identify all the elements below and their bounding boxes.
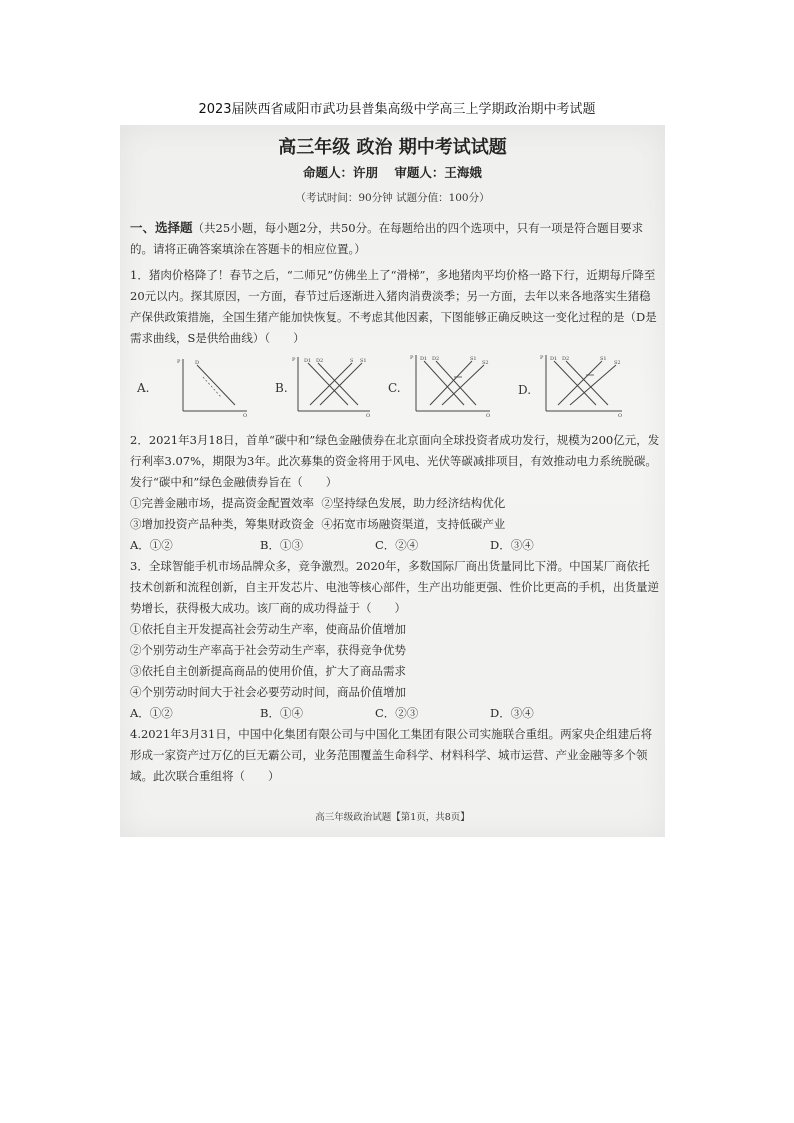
exam-title: 高三年级 政治 期中考试试题 bbox=[278, 137, 507, 158]
q2-statement-1: ①完善金融市场，提高资金配置效率 bbox=[130, 496, 314, 510]
graph-d-d2: D2 bbox=[562, 356, 570, 362]
graph-c-s1: S1 bbox=[470, 356, 477, 362]
q2-statements-row1 bbox=[130, 493, 660, 514]
q1-graph-b bbox=[292, 353, 372, 417]
question-4-text: 4.2021年3月31日，中国中化集团有限公司与中国化工集团有限公司实施联合重组。两家央企组建后将形成一家资产过万亿的巨无霸公司，业务范围覆盖生命科学、材料科学、城市运营、产业金融等多个领域。此次联合重组将（ ） bbox=[130, 727, 653, 783]
graph-d-s1: S1 bbox=[600, 356, 607, 362]
q2-statement-3: ③增加投资产品种类，筹集财政资金 bbox=[130, 517, 314, 531]
page-footer: 高三年级政治试题【第1页，共8页】 bbox=[315, 812, 470, 823]
scanned-exam-page bbox=[120, 125, 665, 837]
graph-c-d1: D1 bbox=[420, 356, 428, 362]
setter: 命题人：许朋 bbox=[303, 165, 379, 180]
document-title: 2023届陕西省咸阳市武功县普集高级中学高三上学期政治期中考试题 bbox=[198, 102, 596, 117]
question-4 bbox=[130, 724, 660, 787]
question-3 bbox=[130, 556, 660, 619]
q1-option-a: A. bbox=[137, 381, 150, 395]
q3-option-d: D．③④ bbox=[490, 706, 534, 720]
q3-statement-2: ②个别劳动生产率高于社会劳动生产率，获得竞争优势 bbox=[130, 643, 406, 657]
q2-options bbox=[130, 535, 660, 556]
q2-option-a: A．①② bbox=[130, 538, 173, 552]
graph-d-s2: S2 bbox=[614, 360, 621, 366]
graph-b-d1: D1 bbox=[304, 358, 312, 364]
q1-option-c: C. bbox=[388, 381, 401, 395]
question-1 bbox=[130, 265, 660, 349]
q3-options bbox=[130, 703, 660, 724]
graph-b-s: S bbox=[350, 358, 354, 364]
exam-authors bbox=[120, 163, 665, 181]
q1-option-d: D. bbox=[518, 383, 532, 397]
q2-statement-4: ④拓宽市场融资渠道，支持低碳产业 bbox=[321, 517, 506, 531]
q1-graph-d bbox=[540, 351, 624, 417]
q1-graph-c bbox=[410, 351, 492, 417]
q3-option-b: B．①④ bbox=[260, 706, 303, 720]
q3-statement-3: ③依托自主创新提高商品的使用价值，扩大了商品需求 bbox=[130, 664, 406, 678]
graph-c-d2: D2 bbox=[432, 356, 440, 362]
q2-option-c: C．②④ bbox=[375, 538, 419, 552]
q2-option-d: D．③④ bbox=[490, 538, 534, 552]
graph-b-p: P bbox=[292, 357, 296, 363]
q2-option-b: B．①③ bbox=[260, 538, 303, 552]
question-2-text: 2．2021年3月18日，首单“碳中和”绿色金融债券在北京面向全球投资者成功发行，规模为200亿元，发行利率3.07%，期限为3年。此次募集的资金将用于风电、光伏等碳减排项目，有效推动电力系统脱碳。发行“碳中和”绿色金融债券旨在（ ） bbox=[130, 433, 660, 489]
reviewer: 审题人：王海娥 bbox=[394, 165, 482, 180]
graph-c-q: Q bbox=[486, 413, 491, 417]
graph-d-q: Q bbox=[618, 413, 623, 417]
q3-statement-4: ④个别劳动时间大于社会必要劳动时间，商品价值增加 bbox=[130, 685, 406, 699]
q1-graph-a bbox=[175, 355, 250, 417]
q3-option-c: C．②③ bbox=[375, 706, 419, 720]
graph-d-p: P bbox=[540, 355, 544, 361]
graph-b-q: Q bbox=[366, 413, 371, 417]
q3-statement-1: ①依托自主开发提高社会劳动生产率，使商品价值增加 bbox=[130, 622, 406, 636]
graph-a-p: P bbox=[177, 359, 181, 365]
q1-option-b: B. bbox=[275, 381, 288, 395]
question-3-text: 3．全球智能手机市场品牌众多，竞争激烈。2020年，多数国际厂商出货量同比下滑。中国某厂商依托技术创新和流程创新，自主开发芯片、电池等核心部件，生产出功能更强、性价比更高的手机，出货量逆势增长，获得极大成功。该厂商的成功得益于（ ） bbox=[130, 559, 659, 615]
section-instructions: （共25小题，每小题2分，共50分。在每题给出的四个选项中，只有一项是符合题目要求的。请将正确答案填涂在答题卡的相应位置。） bbox=[130, 221, 644, 256]
question-2 bbox=[130, 430, 660, 493]
section-heading: 一、选择题 bbox=[130, 220, 193, 235]
graph-a-q: Q bbox=[243, 413, 248, 417]
q3-option-a: A．①② bbox=[130, 706, 173, 720]
graph-b-d2: D2 bbox=[316, 358, 324, 364]
graph-c-p: P bbox=[410, 355, 414, 361]
graph-b-s1: S1 bbox=[360, 358, 367, 364]
q2-statements-row2 bbox=[130, 514, 660, 535]
q2-statement-2: ②坚持绿色发展，助力经济结构优化 bbox=[321, 496, 506, 510]
question-1-text: 1．猪肉价格降了！春节之后，“二师兄”仿佛坐上了“滑梯”，多地猪肉平均价格一路下行，近期每斤降至20元以内。探其原因，一方面，春节过后逐渐进入猪肉消费淡季；另一方面，去年以来各地落实生猪稳产保供政策措施，全国生猪产能加快恢复。不考虑其他因素，下图能够正确反映这一变化过程的是（D是需求曲线，S是供给曲线）（ ） bbox=[130, 268, 657, 345]
graph-a-d: D bbox=[195, 360, 200, 366]
exam-info: （考试时间：90分钟 试题分值：100分） bbox=[295, 192, 490, 204]
section-intro bbox=[130, 217, 660, 260]
graph-d-d1: D1 bbox=[550, 356, 558, 362]
graph-c-s2: S2 bbox=[482, 360, 489, 366]
